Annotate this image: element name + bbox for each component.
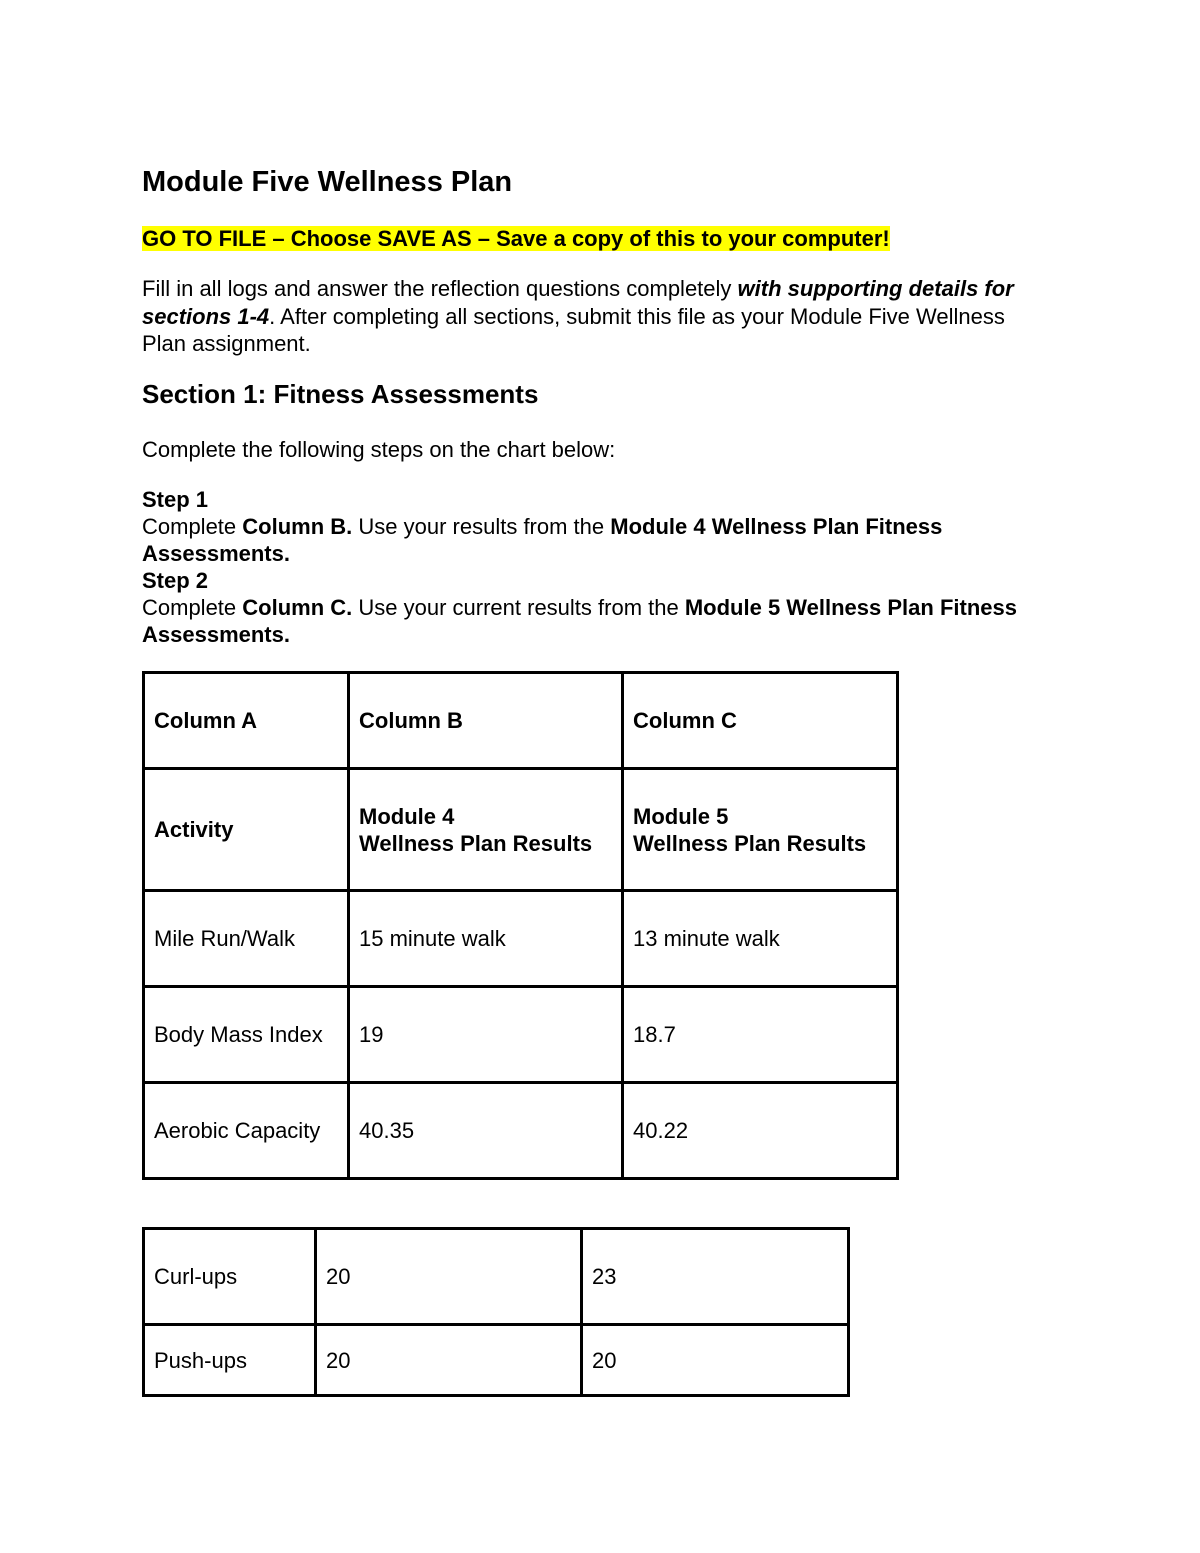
subheader-cell-activity: Activity (144, 769, 349, 891)
step1-column: Column B. (242, 514, 353, 539)
step1-label: Step 1 (142, 487, 209, 512)
table-cell[interactable]: 18.7 (623, 987, 898, 1083)
header-cell: Column C (623, 673, 898, 769)
table-cell[interactable]: 20 (316, 1325, 582, 1396)
save-notice-text: GO TO FILE – Choose SAVE AS – Save a copy of this to your computer! (142, 226, 890, 251)
table-cell[interactable]: 15 minute walk (349, 891, 623, 987)
section-heading: Section 1: Fitness Assessments (142, 379, 539, 409)
intro-paragraph (142, 275, 1052, 358)
table-cell[interactable]: 13 minute walk (623, 891, 898, 987)
table-cell[interactable]: Body Mass Index (144, 987, 349, 1083)
subheader-module5-line1: Module 5 (633, 803, 729, 829)
subheader-module5-line2: Wellness Plan Results (633, 830, 867, 856)
page-title: Module Five Wellness Plan (142, 166, 513, 198)
table-cell[interactable]: 20 (582, 1325, 849, 1396)
table-row (144, 1325, 849, 1396)
step2-column: Column C. (242, 595, 353, 620)
table-cell[interactable]: Push-ups (144, 1325, 316, 1396)
table-cell[interactable]: 23 (582, 1229, 849, 1325)
step1-source: Module 4 Wellness Plan Fitness Assessments. (142, 514, 943, 566)
intro-emphasis: with supporting details for sections 1-4 (142, 276, 1014, 329)
header-cell: Column B (349, 673, 623, 769)
step2-source: Module 5 Wellness Plan Fitness Assessments. (142, 595, 1017, 647)
step2-mid: Use your current results from the (352, 595, 685, 620)
table-row (144, 987, 898, 1083)
table-cell[interactable]: 20 (316, 1229, 582, 1325)
intro-tail: . After completing all sections, submit this file as your Module Five Wellness Plan assignment. (142, 303, 1005, 356)
table-header-row (144, 673, 898, 769)
intro-lead: Fill in all logs and answer the reflection questions completely (142, 276, 738, 301)
fitness-assessment-table (142, 671, 899, 1180)
fitness-assessment-table-continued (142, 1227, 850, 1397)
table-row (144, 1083, 898, 1179)
table-cell[interactable]: Curl-ups (144, 1229, 316, 1325)
subheader-module4-line1: Module 4 (359, 803, 455, 829)
table-cell[interactable]: 19 (349, 987, 623, 1083)
save-notice (142, 226, 890, 252)
subheader-module4-line2: Wellness Plan Results (359, 830, 593, 856)
steps-block (142, 486, 1042, 648)
table-cell[interactable]: 40.35 (349, 1083, 623, 1179)
header-cell: Column A (144, 673, 349, 769)
step2-pre: Complete (142, 595, 243, 620)
step2-label: Step 2 (142, 568, 209, 593)
subheader-cell-module5 (623, 769, 898, 891)
section-instruction: Complete the following steps on the chart below: (142, 437, 616, 462)
table-row (144, 891, 898, 987)
table-cell[interactable]: Aerobic Capacity (144, 1083, 349, 1179)
table-cell[interactable]: Mile Run/Walk (144, 891, 349, 987)
table-cell[interactable]: 40.22 (623, 1083, 898, 1179)
step1-pre: Complete (142, 514, 243, 539)
step2-text (142, 594, 1042, 648)
subheader-cell-module4 (349, 769, 623, 891)
table-row (144, 1229, 849, 1325)
step1-mid: Use your results from the (352, 514, 611, 539)
step1-text (142, 513, 1042, 567)
table-subheader-row (144, 769, 898, 891)
